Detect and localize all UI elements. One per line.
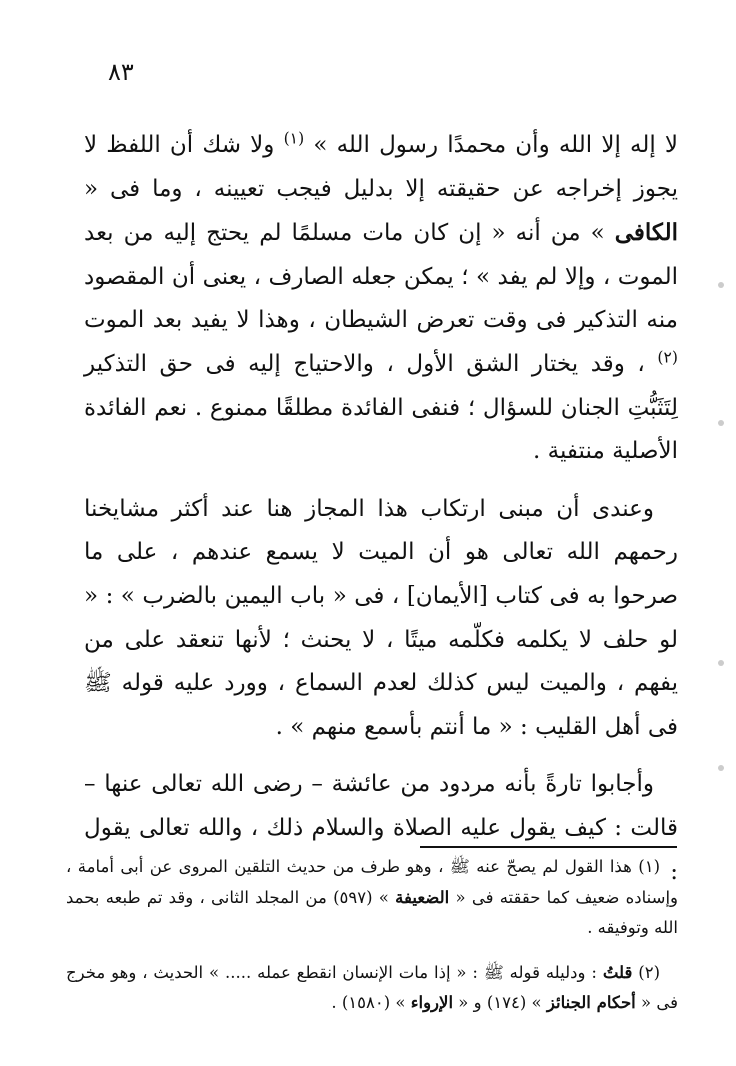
text-run: » من أنه « إن كان مات مسلمًا لم يحتج إليه من بعد الموت ، وإلا لم يفد » ؛ يمكن جعله الصارف ، يعنى أن المقصود منه التذكير فى وقت تعرض الشيطان ، وهذا لا يفيد بعد الموت (84, 220, 678, 334)
footnotes (66, 852, 678, 1019)
footnote (66, 852, 678, 944)
margin-mark (718, 660, 724, 666)
footnote-divider (420, 846, 677, 848)
margin-mark (718, 765, 724, 771)
bold-text: أحكام الجنائز (546, 993, 636, 1012)
text-run: : ودليله قوله ﷺ : « إذا مات الإنسان انقطع عمله ..... » الحديث ، وهو مخرج فى « (66, 962, 678, 1012)
bold-text: الإرواء (410, 993, 454, 1012)
margin-mark (718, 420, 724, 426)
page-number: ٨٣ (108, 58, 134, 86)
bold-text: الكافى (614, 219, 678, 247)
text-run: لا إله إلا الله وأن محمدًا رسول الله » (304, 132, 679, 158)
margin-mark (718, 282, 724, 288)
text-run: » (١٥٨٠) . (331, 993, 411, 1012)
footnote (66, 958, 678, 1019)
main-text (84, 124, 678, 894)
text-run: ، وقد يختار الشق الأول ، والاحتياج إليه فى حق التذكير لِتَثَبُّتِ الجنان للسؤال ؛ فنفى الفائدة مطلقًا ممنوع . نعم الفائدة الأصلية منتفية . (84, 350, 678, 465)
text-run: » (٥٩٧) من المجلد الثانى ، وقد تم طبعه بحمد الله وتوفيقه . (66, 887, 678, 937)
paragraph (84, 124, 678, 474)
text-run: وعندى أن مبنى ارتكاب هذا المجاز هنا عند أكثر مشايخنا رحمهم الله تعالى هو أن الميت لا يسمع عندهم ، على ما صرحوا به فى كتاب [الأيمان] ، فى « باب اليمين بالضرب » : « لو حلف لا يكلمه فكلّمه ميتًا ، لا يحنث ؛ لأنها تنعقد على من يفهم ، والميت ليس كذلك لعدم السماع ، وورد عليه قوله ﷺ فى أهل القليب : « ما أنتم بأسمع منهم » . (84, 495, 678, 740)
text-run: » (١٧٤) و « (453, 993, 547, 1012)
text-run: وأجابوا تارةً بأنه مردود من عائشة – رضى الله تعالى عنها – قالت : كيف يقول عليه الصلاة والسلام ذلك ، والله تعالى يقول : (84, 771, 678, 885)
bold-text: قلتُ (602, 962, 633, 982)
text-run: (١) هذا القول لم يصحّ عنه ﷺ ، وهو طرف من حديث التلقين المروى عن أبى أمامة ، وإسناده ضعيف كما حققته فى « (66, 857, 679, 907)
text-run: ولا شك أن اللفظ لا يجوز إخراجه عن حقيقته إلا بدليل فيجب تعيينه ، وما فى « (84, 132, 678, 202)
text-run: (٢) (632, 962, 661, 982)
footnote-ref: (٢) (657, 347, 678, 367)
bold-text: الضعيفة (395, 887, 450, 907)
footnote-ref: (١) (283, 128, 305, 148)
paragraph (84, 488, 678, 750)
